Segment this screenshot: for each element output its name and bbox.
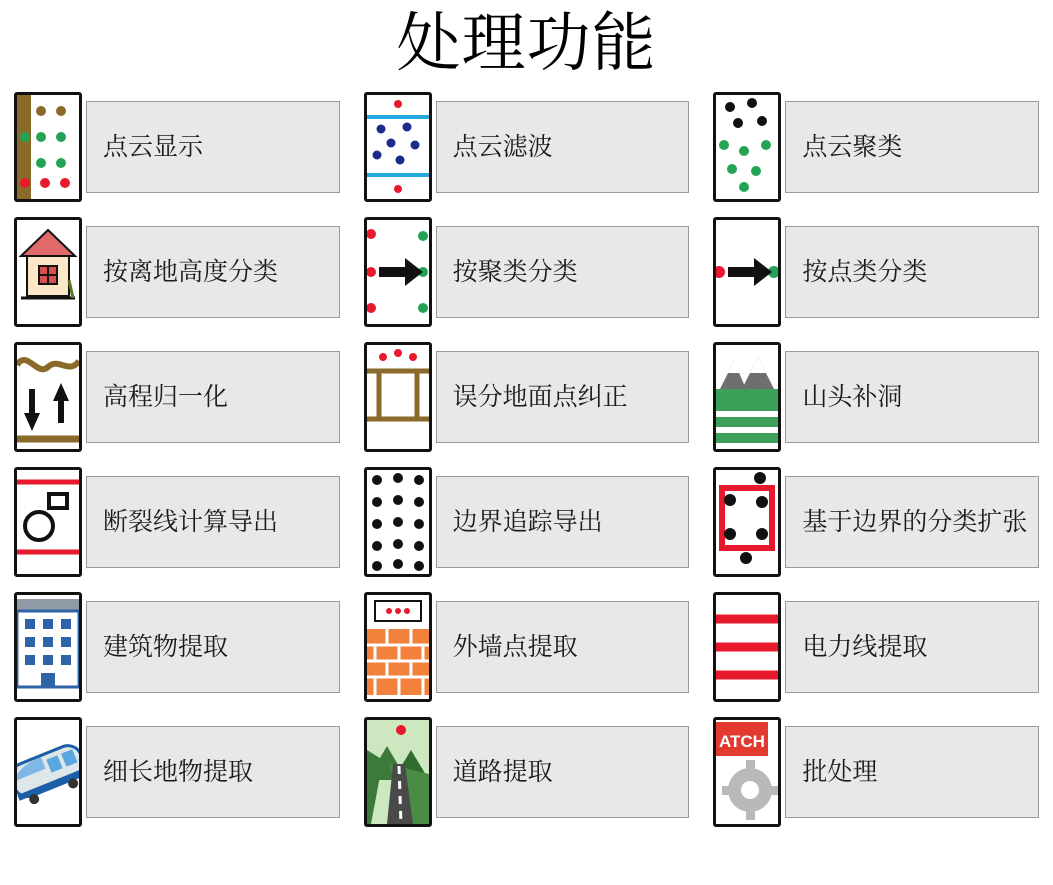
function-label: 点云滤波 — [452, 133, 553, 162]
function-label-box — [86, 226, 340, 318]
function-label-box — [86, 476, 340, 568]
function-label: 道路提取 — [452, 758, 553, 787]
function-item[interactable] — [713, 592, 1039, 702]
function-label-box — [436, 351, 690, 443]
function-label-box — [436, 101, 690, 193]
classify-by-height-icon — [14, 217, 82, 327]
elevation-normalize-icon — [14, 342, 82, 452]
function-label: 误分地面点纠正 — [452, 383, 628, 412]
function-label: 按离地高度分类 — [103, 258, 279, 287]
ground-point-correct-icon — [364, 342, 432, 452]
function-label: 按点类分类 — [802, 258, 928, 287]
classify-by-point-class-icon — [713, 217, 781, 327]
function-label-box — [86, 351, 340, 443]
function-item[interactable] — [713, 467, 1039, 577]
function-item[interactable] — [713, 217, 1039, 327]
function-item[interactable] — [14, 217, 340, 327]
function-label: 山头补洞 — [802, 383, 903, 412]
function-item[interactable] — [364, 92, 690, 202]
function-item[interactable] — [364, 467, 690, 577]
boundary-trace-export-icon — [364, 467, 432, 577]
function-item[interactable] — [14, 717, 340, 827]
classify-by-cluster-icon — [364, 217, 432, 327]
function-item[interactable] — [14, 467, 340, 577]
power-line-extract-icon — [713, 592, 781, 702]
function-item[interactable] — [364, 592, 690, 702]
function-label: 高程归一化 — [103, 383, 229, 412]
function-label-box — [436, 726, 690, 818]
function-label-box — [436, 226, 690, 318]
function-item[interactable] — [713, 342, 1039, 452]
function-label: 基于边界的分类扩张 — [802, 508, 1028, 537]
function-item[interactable] — [364, 217, 690, 327]
hilltop-fill-hole-icon — [713, 342, 781, 452]
function-item[interactable] — [364, 717, 690, 827]
road-extract-icon — [364, 717, 432, 827]
function-grid — [0, 92, 1053, 827]
breakline-export-icon — [14, 467, 82, 577]
boundary-based-class-expand-icon — [713, 467, 781, 577]
function-item[interactable] — [14, 342, 340, 452]
function-item[interactable] — [14, 592, 340, 702]
function-label-box — [785, 226, 1039, 318]
slender-feature-extract-icon — [14, 717, 82, 827]
function-label: 边界追踪导出 — [452, 508, 603, 537]
function-label-box — [785, 351, 1039, 443]
function-label: 外墙点提取 — [452, 633, 578, 662]
function-label-box — [436, 601, 690, 693]
function-item[interactable] — [713, 717, 1039, 827]
function-item[interactable] — [14, 92, 340, 202]
function-label-box — [86, 601, 340, 693]
function-label-box — [86, 726, 340, 818]
function-label-box — [785, 601, 1039, 693]
point-cloud-filter-icon — [364, 92, 432, 202]
function-label-box — [86, 101, 340, 193]
function-label: 点云显示 — [103, 133, 204, 162]
facade-point-extract-icon — [364, 592, 432, 702]
function-label-box — [785, 476, 1039, 568]
function-label: 建筑物提取 — [103, 633, 229, 662]
function-label-box — [785, 101, 1039, 193]
function-item[interactable] — [364, 342, 690, 452]
processing-functions-page — [0, 8, 1053, 885]
point-cloud-cluster-icon — [713, 92, 781, 202]
function-label-box — [436, 476, 690, 568]
point-cloud-display-icon — [14, 92, 82, 202]
function-label: 细长地物提取 — [103, 758, 254, 787]
function-label: 批处理 — [802, 758, 878, 787]
function-label: 点云聚类 — [802, 133, 903, 162]
function-label: 电力线提取 — [802, 633, 928, 662]
batch-process-icon — [713, 717, 781, 827]
function-item[interactable] — [713, 92, 1039, 202]
function-label: 断裂线计算导出 — [103, 508, 279, 537]
building-extract-icon — [14, 592, 82, 702]
function-label-box — [785, 726, 1039, 818]
page-title: 处理功能 — [396, 7, 657, 79]
svg-text:ATCH: ATCH — [719, 732, 766, 752]
function-label: 按聚类分类 — [452, 258, 578, 287]
